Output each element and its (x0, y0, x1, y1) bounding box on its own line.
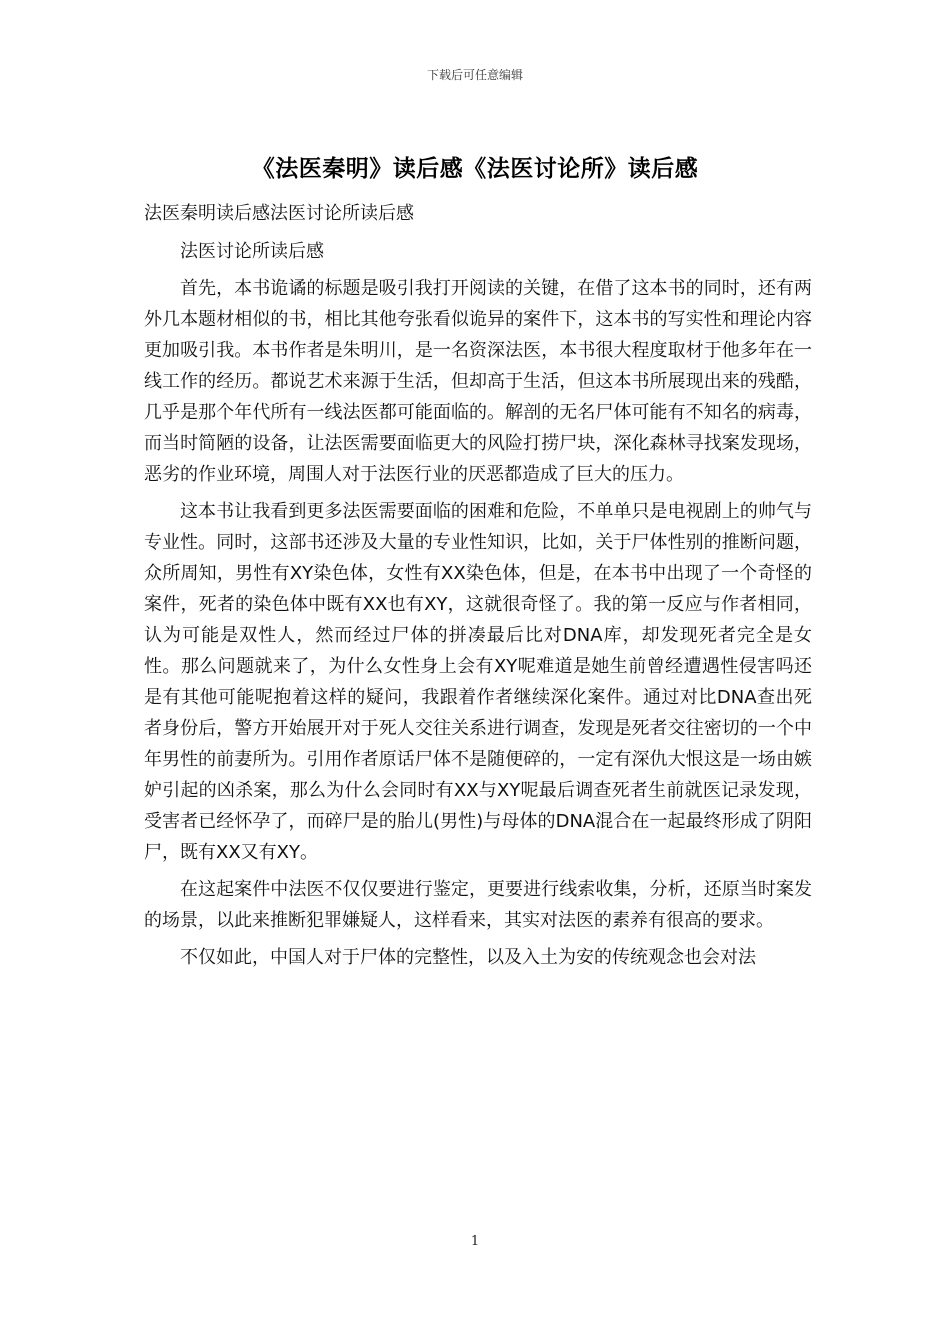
document-subtitle: 法医秦明读后感法医讨论所读后感 (144, 203, 414, 224)
document-title: 《法医秦明》读后感《法医讨论所》读后感 (251, 156, 699, 182)
document-body (144, 198, 812, 979)
paragraph: 不仅如此，中国人对于尸体的完整性，以及入土为安的传统观念也会对法 (180, 947, 756, 968)
paragraph: 在这起案件中法医不仅仅要进行鉴定，更要进行线索收集，分析，还原当时案发的场景，以此来推断犯罪嫌疑人，这样看来，其实对法医的素养有很高的要求。 (144, 879, 812, 931)
paragraph: 这本书让我看到更多法医需要面临的困难和危险，不单单只是电视剧上的帅气与专业性。同时，这部书还涉及大量的专业性知识，比如，关于尸体性别的推断问题，众所周知，男性有XY染色体，女性有XX染色体，但是，在本书中出现了一个奇怪的案件，死者的染色体中既有XX也有XY，这就很奇怪了。我的第一反应与作者相同，认为可能是双性人，然而经过尸体的拼凑最后比对DNA库，却发现死者完全是女性。那么问题就来了，为什么女性身上会有XY呢难道是她生前曾经遭遇性侵害吗还是有其他可能呢抱着这样的疑问，我跟着作者继续深化案件。通过对比DNA查出死者身份后，警方开始展开对于死人交往关系进行调查，发现是死者交往密切的一个中年男性的前妻所为。引用作者原话尸体不是随便碎的，一定有深仇大恨这是一场由嫉妒引起的凶杀案，那么为什么会同时有XX与XY呢最后调查死者生前就医记录发现，受害者已经怀孕了，而碎尸是的胎儿(男性)与母体的DNA混合在一起最终形成了阴阳尸，既有XX又有XY。 (144, 501, 812, 863)
page-header-note: 下载后可任意编辑 (426, 68, 523, 82)
page-number: 1 (470, 1234, 480, 1249)
paragraph-heading: 法医讨论所读后感 (180, 241, 324, 262)
paragraph: 首先，本书诡谲的标题是吸引我打开阅读的关键，在借了这本书的同时，还有两外几本题材相似的书，相比其他夸张看似诡异的案件下，这本书的写实性和理论内容更加吸引我。本书作者是朱明川，是一名资深法医，本书很大程度取材于他多年在一线工作的经历。都说艺术来源于生活，但却高于生活，但这本书所展现出来的残酷，几乎是那个年代所有一线法医都可能面临的。解剖的无名尸体可能有不知名的病毒，而当时简陋的设备，让法医需要面临更大的风险打捞尸块，深化森林寻找案发现场，恶劣的作业环境，周围人对于法医行业的厌恶都造成了巨大的压力。 (144, 278, 812, 485)
